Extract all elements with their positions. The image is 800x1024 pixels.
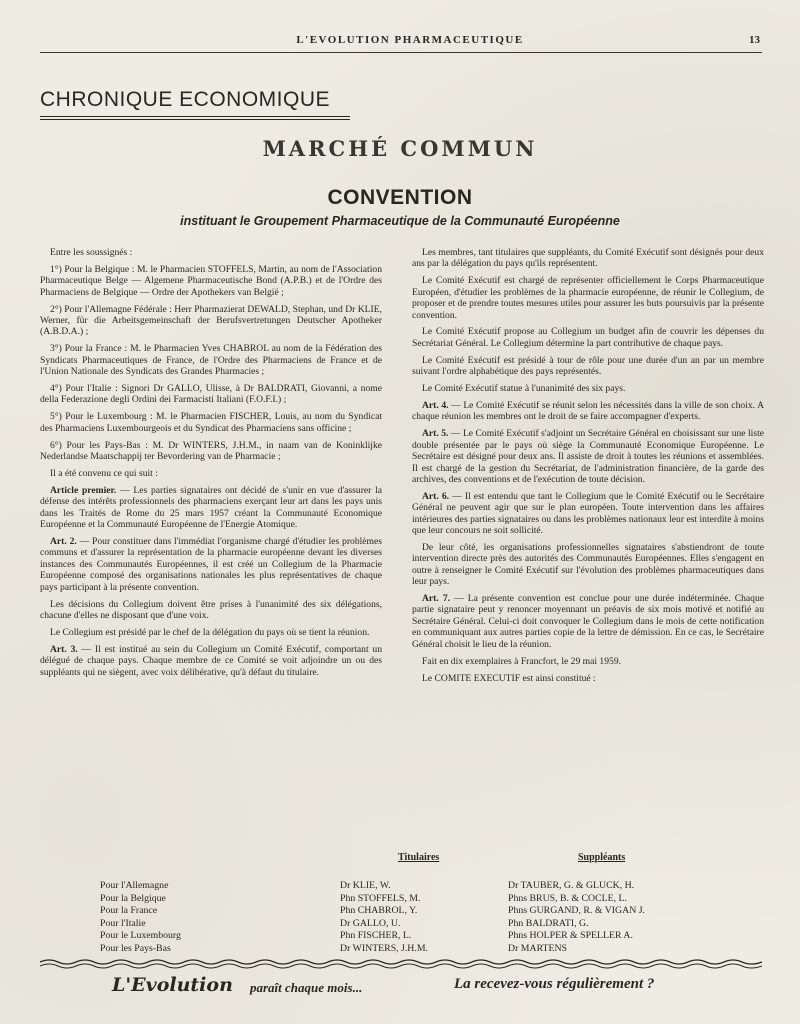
paragraph-text: — Le Comité Exécutif se réunit selon les nécessités dans la ville de son choix. A chaque réunion les membres ont le droit de se faire accompagner d'experts. (412, 399, 764, 423)
paragraph (40, 627, 382, 638)
right-column (412, 247, 764, 689)
committee-suppleant: Phns GURGAND, R. & VIGAN J. (508, 905, 645, 916)
paragraph (412, 673, 764, 684)
paragraph-text: — Il est entendu que tant le Collegium que le Comité Exécutif ou le Secrétaire Général ne peuvent agir que sur le plan européen. Toute intervention dans les affaires intérieures des parties signataires ou dans les problèmes nationaux leur est interdite à moins que leur concours ne soit sollicité. (412, 490, 765, 537)
committee-row (100, 893, 720, 905)
committee-titulaire: Dr WINTERS, J.H.M. (340, 942, 428, 954)
committee-titulaire: Phn FISCHER, L. (340, 930, 412, 941)
paragraph (40, 343, 382, 377)
committee-suppleant: Dr TAUBER, G. & GLUCK, H. (508, 880, 635, 891)
paragraph-text: Le Comité Exécutif est présidé à tour de rôle pour une durée d'un an par un membre suivant l'ordre alphabétique des pays représentés. (412, 354, 764, 378)
paragraph-text: — Les parties signataires ont décidé de s'unir en vue d'assurer la défense des intérêts professionnels des pharmaciens exerçant leur art dans les pays unis dans les Traités de Rome du 25 mars 1957 créant la Communauté Economique Européenne et la Communauté Européenne de l'Energie Atomique. (40, 484, 382, 531)
paragraph-text: — Le Comité Exécutif s'adjoint un Secrétaire Général en choisissant sur une liste double présentée par le pays où siège la Communauté Economique Européenne. Le Secrétaire est désigné pour deux ans. Il assiste de droit à toutes les réunions et assemblées. Il est chargé de la gestion du Secrétariat, de l'administration financière, de la garde des archives, des conventions et de l'exécution de toute décision. (412, 428, 764, 485)
paragraph (40, 304, 382, 338)
committee-row (100, 943, 720, 955)
paragraph (40, 644, 382, 678)
paragraph-text: — Pour constituer dans l'immédiat l'organisme chargé d'étudier les problèmes communs et d'assurer la représentation de la pharmacie européenne devant les diverses instances des Communautés Européennes, il est créé un Collegium de la Pharmacie Européenne composé des organisations nationales les plus représentatives de chaque pays participant à la présente convention. (40, 536, 383, 593)
committee-country: Pour les Pays-Bas (100, 942, 171, 954)
footer-tagline: paraît chaque mois... (250, 980, 363, 995)
paragraph (412, 383, 764, 394)
committee-suppleant: Phns HOLPER & SPELLER A. (508, 930, 633, 941)
paragraph (40, 383, 382, 406)
paragraph-text: 6°) Pour les Pays-Bas : M. Dr WINTERS, J.H.M., in naam van de Koninklijke Nederlandse Maatschappij ter Bevordering van de Pharmacie ; (40, 439, 382, 463)
kicker-heading: MARCHÉ COMMUN (262, 136, 538, 161)
left-column (40, 247, 382, 684)
section-underline (40, 116, 350, 117)
suppleants-header: Suppléants (578, 852, 626, 863)
paragraph-text: Le Comité Exécutif propose au Collegium un budget afin de couvrir les dépenses du Secrétariat Général. Le Collegium détermine la part contributive de chaque pays. (412, 326, 764, 349)
page-number: 13 (749, 34, 760, 46)
paragraph (40, 468, 382, 479)
committee-suppleant: Dr MARTENS (508, 942, 568, 954)
paragraph (412, 247, 764, 270)
paragraph (40, 536, 382, 593)
footer-logo: L'Evolution (112, 974, 233, 996)
running-header (60, 34, 760, 50)
paragraph (40, 411, 382, 434)
paragraph (412, 542, 764, 588)
article-lead: Art. 5. (422, 428, 449, 440)
committee-country: Pour l'Italie (100, 917, 146, 929)
article-lead: Art. 4. (422, 399, 449, 411)
article-lead: Art. 7. (422, 593, 451, 605)
committee-suppleant: Phn BALDRATI, G. (508, 917, 589, 929)
paragraph-text: 1°) Pour la Belgique : M. le Pharmacien STOFFELS, Martin, au nom de l'Association Pharmaceutique Belge — Algemene Pharmaceutische Bond (A.P.B.) et de l'Ordre des Pharmaciens de Belgique — Ordre der Apothekers van België ; (40, 263, 382, 298)
paragraph-text: 2°) Pour l'Allemagne Fédérale : Herr Pharmazierat DEWALD, Stephan, und Dr KLIE, Werner, für die Arbeitsgemeinschaft der Berufsvertretungen Deutscher Apotheker (A.B.D.A.) ; (40, 303, 382, 338)
section-heading: CHRONIQUE ECONOMIQUE (40, 88, 331, 111)
paragraph (412, 428, 764, 485)
committee-suppleant: Phns BRUS, B. & COCLE, L. (508, 892, 627, 904)
paragraph (412, 355, 764, 378)
article-lead: Art. 2. (50, 536, 77, 548)
article-lead: Art. 3. (50, 643, 78, 655)
section-underline-thin (40, 119, 350, 120)
paragraph-text: — Il est institué au sein du Collegium un Comité Exécutif, comportant un délégué de chaque pays. Chaque membre de ce Comité se voit adjoindre un ou des suppléants qui ne siègent, avec voix délibérative, qu'à défaut du titulaire. (40, 643, 382, 678)
paragraph-text: 5°) Pour le Luxembourg : M. le Pharmacien FISCHER, Louis, au nom du Syndicat des Pharmaciens Luxembourgeois et du Syndicat des Pharmaciens sans officine ; (40, 411, 382, 434)
committee-country: Pour la France (100, 905, 158, 916)
paragraph-text: Les décisions du Collegium doivent être prises à l'unanimité des six délégations, chacune d'elles ne disposant que d'une voix. (40, 598, 382, 621)
committee-titulaire: Phn CHABROL, Y. (340, 905, 418, 916)
titulaires-header: Titulaires (398, 852, 440, 863)
paragraph-text: Le Comité Exécutif est chargé de représenter officiellement le Corps Pharmaceutique Européen, d'étudier les problèmes de la pharmacie européenne, de réunir le Collegium, de proposer et de prendre toutes mesures utiles pour assurer les buts poursuivis par la présente convention. (412, 275, 764, 321)
article-lead: Article premier. (50, 484, 117, 496)
paragraph-text: 4°) Pour l'Italie : Signori Dr GALLO, Ulisse, à Dr BALDRATI, Giovanni, a nome della Federazione degli Ordini dei Farmacisti Italiani (F.O.F.I.) ; (40, 383, 382, 406)
paragraph (40, 247, 382, 258)
committee-titulaire: Phn STOFFELS, M. (340, 892, 421, 904)
paragraph-text: De leur côté, les organisations professionnelles signataires s'abstiendront de toute intervention directe près des autorités des Communautés Européennes. Elles s'engagent en outre à renseigner le Comité Exécutif sur l'évolution des problèmes pharmaceutiques dans leur pays. (412, 541, 764, 588)
committee-country: Pour la Belgique (100, 892, 166, 904)
header-rule (40, 52, 762, 53)
running-title: L'EVOLUTION PHARMACEUTIQUE (296, 34, 524, 46)
committee-row (100, 880, 720, 892)
paragraph (40, 485, 382, 531)
paragraph (40, 264, 382, 298)
paragraph-text: Il a été convenu ce qui suit : (50, 468, 158, 479)
paragraph (412, 491, 764, 537)
committee-row (100, 905, 720, 917)
paragraph-text: Le Collegium est présidé par le chef de la délégation du pays où se tient la réunion. (50, 626, 370, 638)
paragraph (412, 275, 764, 321)
paragraph-text: Entre les soussignés : (50, 247, 133, 258)
paragraph (412, 593, 764, 650)
committee-titulaire: Dr KLIE, W. (340, 880, 391, 891)
footer-banner (40, 968, 762, 1000)
article-title: CONVENTION (327, 186, 473, 209)
footer-question: La recevez-vous régulièrement ? (454, 976, 655, 992)
committee-row (100, 930, 720, 942)
committee-row (100, 918, 720, 930)
article-lead: Art. 6. (422, 490, 450, 502)
paragraph-text: Le COMITE EXECUTIF est ainsi constitué : (422, 672, 596, 684)
paragraph-text: Le Comité Exécutif statue à l'unanimité des six pays. (422, 383, 626, 395)
paragraph (40, 599, 382, 622)
article-subtitle: instituant le Groupement Pharmaceutique de la Communauté Européenne (180, 214, 620, 228)
paragraph (412, 326, 764, 349)
committee-country: Pour le Luxembourg (100, 930, 181, 941)
paragraph (412, 656, 764, 667)
paragraph-text: Les membres, tant titulaires que suppléants, du Comité Exécutif sont désignés pour deux ans par la délégation du pays qu'ils représentent. (412, 247, 764, 270)
committee-country: Pour l'Allemagne (100, 880, 169, 891)
paragraph (40, 440, 382, 463)
paragraph (412, 400, 764, 423)
paragraph-text: Fait en dix exemplaires à Francfort, le 29 mai 1959. (422, 655, 622, 667)
paragraph-text: — La présente convention est conclue pour une durée indéterminée. Chaque partie signataire peut y renoncer moyennant un préavis de six mois motivé et notifié au Secrétaire Général. Celui-ci doit convoquer le Collegium dans le mois de cette notification en communiquant aux autres parties copie de la lettre de démission. En ce cas, le Secrétaire Général choisit le lieu de la réunion. (412, 593, 765, 650)
paragraph-text: 3°) Pour la France : M. le Pharmacien Yves CHABROL au nom de la Fédération des Syndicats Pharmaceutiques de France, de l'Ordre des Pharmaciens de France et de l'Union Nationale des Syndicats des Grandes Pharmacies ; (40, 343, 382, 378)
committee-titulaire: Dr GALLO, U. (340, 917, 401, 929)
